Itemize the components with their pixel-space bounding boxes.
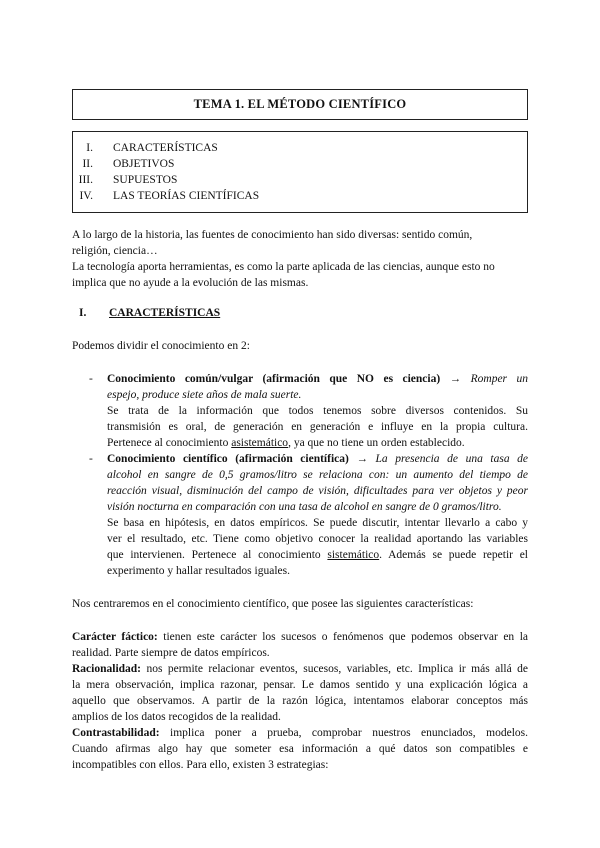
toc-number: IV. xyxy=(79,190,93,202)
bullet-line: transmisión es oral, de generación en generación e influye en la propia cultura. xyxy=(107,421,528,433)
toc-label: SUPUESTOS xyxy=(113,174,178,186)
toc-number: II. xyxy=(82,158,93,170)
paragraph-line: Cuando afirmas algo hay que someter esa información a qué datos son compatibles e xyxy=(72,743,528,755)
bullet-scientific-knowledge xyxy=(107,451,528,579)
text: nos permite relacionar eventos, sucesos, variables, etc. Implica ir más allá de xyxy=(141,663,528,675)
bullet-dash: - xyxy=(89,373,93,385)
bullet-line xyxy=(107,451,528,467)
text: , ya que no tiene un orden establecido. xyxy=(288,437,465,449)
arrow: → xyxy=(449,373,462,385)
intro-line: A lo largo de la historia, las fuentes de conocimiento han sido diversas: sentido común, xyxy=(72,229,473,241)
bullet-line xyxy=(107,499,528,515)
bullet-line xyxy=(107,387,528,403)
paragraph-line xyxy=(72,629,528,645)
paragraph-line xyxy=(72,661,528,677)
paragraph-line: incompatibles con ellos. Para ello, existen 3 estrategias: xyxy=(72,759,329,771)
paragraph-line: amplios de los datos recogidos de la realidad. xyxy=(72,711,281,723)
toc-number: III. xyxy=(78,174,93,186)
divide-paragraph xyxy=(72,338,528,354)
bullet-line xyxy=(107,371,528,387)
paragraph-line xyxy=(72,725,528,741)
example: espejo, produce siete años de mala suerte. xyxy=(107,389,302,401)
bullet-common-knowledge xyxy=(107,371,528,451)
arrow: → xyxy=(356,453,368,465)
toc-label: LAS TEORÍAS CIENTÍFICAS xyxy=(113,190,260,202)
text: tienen este carácter los sucesos o fenómenos que podemos observar en la xyxy=(157,631,528,643)
paragraph-line: aquello que observamos. A partir de la razón lógica, intentamos elaborar conceptos más xyxy=(72,695,528,707)
term: Carácter fáctico: xyxy=(72,631,158,643)
paragraph-line: realidad. Parte siempre de datos empíricos. xyxy=(72,647,270,659)
divide-line: Podemos dividir el conocimiento en 2: xyxy=(72,340,250,352)
section-number: I. xyxy=(79,307,87,319)
example: La presencia de una tasa de xyxy=(375,453,529,465)
bullet-line: Se basa en hipótesis, en datos empíricos. Se puede discutir, intentar llevarlo a cabo y xyxy=(107,517,528,529)
bullet-dash: - xyxy=(89,453,93,465)
characteristics-list xyxy=(72,629,528,773)
term: Conocimiento científico (afirmación científica) xyxy=(107,453,349,465)
term: Contrastabilidad: xyxy=(72,727,160,739)
page-title: TEMA 1. EL MÉTODO CIENTÍFICO xyxy=(72,89,528,120)
paragraph-line: Nos centraremos en el conocimiento científico, que posee las siguientes características: xyxy=(72,598,474,610)
bullet-line xyxy=(107,467,528,483)
table-of-contents xyxy=(72,131,528,213)
example: alcohol en sangre de 0,5 gramos/litro se relaciona con: un aumento del tiempo de xyxy=(107,469,528,481)
intro-line: implica que no ayude a la evolución de las mismas. xyxy=(72,277,309,289)
centraremos-paragraph xyxy=(72,596,528,612)
bullet-line xyxy=(107,547,528,563)
text: . Además se puede repetir el xyxy=(379,549,528,561)
toc-label: CARACTERÍSTICAS xyxy=(113,142,218,154)
intro-line: religión, ciencia… xyxy=(72,245,158,257)
bullet-line: Se trata de la información que todos tenemos sobre diversos contenidos. Su xyxy=(107,405,528,417)
bullet-line xyxy=(107,435,528,451)
underlined-term: asistemático xyxy=(231,437,289,449)
text: implica poner a prueba, comprobar nuestros enunciados, modelos. xyxy=(159,727,528,739)
example: Romper un xyxy=(470,373,528,385)
bullet-line: ver el resultado, etc. Tiene como objetivo conocer la realidad aportando las variables xyxy=(107,533,528,545)
paragraph-line: la mera observación, implica razonar, pensar. Le damos sentido y una explicación lógica a xyxy=(72,679,528,691)
term: Conocimiento común/vulgar (afirmación que NO es ciencia) xyxy=(107,373,441,385)
toc-label: OBJETIVOS xyxy=(113,158,175,170)
intro-paragraph xyxy=(72,227,528,291)
text: Pertenece al conocimiento xyxy=(107,437,232,449)
intro-line: La tecnología aporta herramientas, es como la parte aplicada de las ciencias, aunque esto no xyxy=(72,261,495,273)
example: visión nocturna en comparación con una tasa de alcohol en sangre de 0 gramos/litro. xyxy=(107,501,502,513)
bullet-line xyxy=(107,483,528,499)
underlined-term: sistemático xyxy=(327,549,380,561)
example: reacción visual, disminución del campo de visión, dificultades para ver objetos y peor xyxy=(107,485,528,497)
toc-number: I. xyxy=(86,142,93,154)
section-title: CARACTERÍSTICAS xyxy=(109,307,221,319)
term: Racionalidad: xyxy=(72,663,142,675)
text: que intervienen. Pertenece al conocimiento xyxy=(107,549,328,561)
bullet-line: experimento y hallar resultados iguales. xyxy=(107,565,290,577)
